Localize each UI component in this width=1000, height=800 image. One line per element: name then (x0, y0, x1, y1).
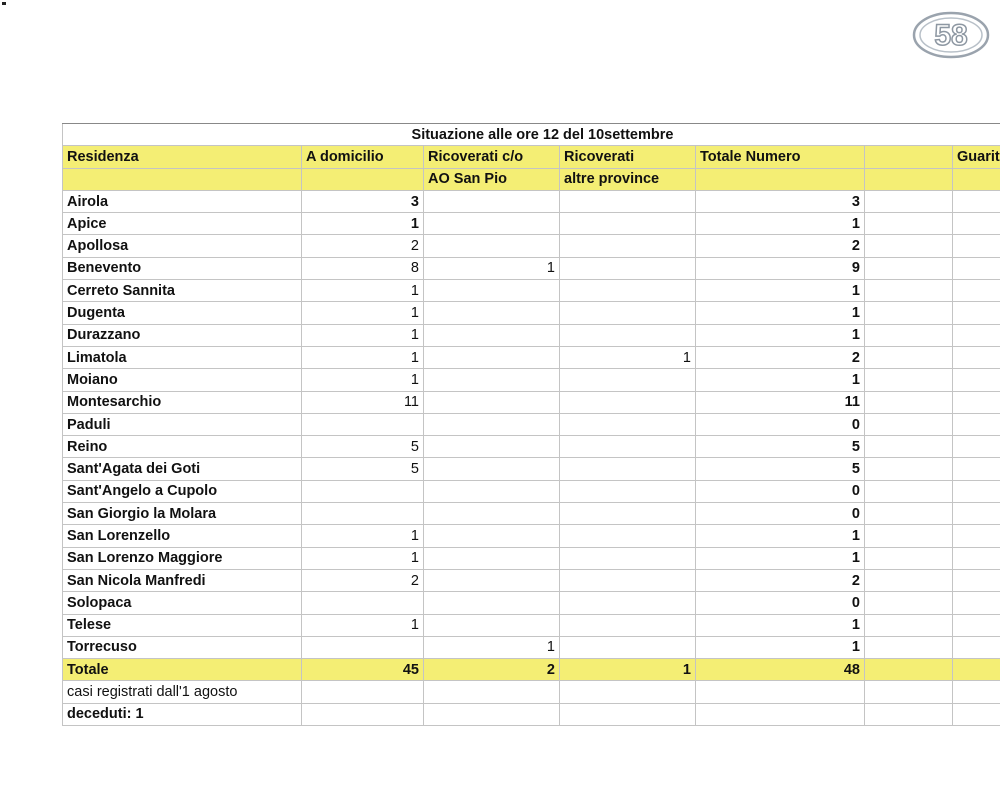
header-cell: Totale Numero (696, 146, 865, 168)
home-cell: 3 (302, 190, 424, 212)
empty-cell (953, 346, 1000, 368)
empty-cell (302, 703, 424, 725)
header-cell (63, 168, 302, 190)
header-cell: Ricoverati c/o (424, 146, 560, 168)
empty-cell (953, 369, 1000, 391)
empty-cell (865, 636, 953, 658)
header-cell (696, 168, 865, 190)
corner-mark (2, 2, 6, 5)
cases-table (62, 123, 1000, 726)
other-provinces-cell (560, 503, 696, 525)
san-pio-cell (424, 235, 560, 257)
other-provinces-cell (560, 525, 696, 547)
total-cell: 0 (696, 413, 865, 435)
table-row (63, 280, 1000, 302)
header-cell: Guarit (953, 146, 1000, 168)
empty-cell (424, 703, 560, 725)
table-row (63, 324, 1000, 346)
total-cell: 9 (696, 257, 865, 279)
empty-cell (696, 703, 865, 725)
empty-cell (865, 391, 953, 413)
san-pio-cell: 1 (424, 257, 560, 279)
san-pio-cell (424, 413, 560, 435)
home-cell: 1 (302, 547, 424, 569)
header-cell (865, 146, 953, 168)
other-provinces-cell (560, 592, 696, 614)
total-row (63, 659, 1000, 681)
other-provinces-cell (560, 280, 696, 302)
empty-cell (865, 436, 953, 458)
empty-cell (424, 681, 560, 703)
home-cell: 1 (302, 213, 424, 235)
empty-cell (953, 436, 1000, 458)
home-cell (302, 592, 424, 614)
other-provinces-cell (560, 391, 696, 413)
residence-cell: Benevento (63, 257, 302, 279)
empty-cell (865, 503, 953, 525)
san-pio-cell (424, 213, 560, 235)
header-cell (302, 168, 424, 190)
total-cell: 11 (696, 391, 865, 413)
total-value: 1 (560, 659, 696, 681)
empty-cell (865, 681, 953, 703)
other-provinces-cell (560, 614, 696, 636)
san-pio-cell (424, 190, 560, 212)
home-cell: 1 (302, 614, 424, 636)
table-row (63, 391, 1000, 413)
total-cell: 2 (696, 569, 865, 591)
header-cell: Ricoverati (560, 146, 696, 168)
residence-cell: Solopaca (63, 592, 302, 614)
other-provinces-cell (560, 480, 696, 502)
empty-cell (865, 569, 953, 591)
note-cell: casi registrati dall'1 agosto (63, 681, 302, 703)
table-row (63, 503, 1000, 525)
residence-cell: Moiano (63, 369, 302, 391)
other-provinces-cell (560, 190, 696, 212)
empty-cell (953, 235, 1000, 257)
other-provinces-cell (560, 369, 696, 391)
header-cell: Residenza (63, 146, 302, 168)
san-pio-cell (424, 436, 560, 458)
residence-cell: San Nicola Manfredi (63, 569, 302, 591)
other-provinces-cell (560, 458, 696, 480)
home-cell (302, 636, 424, 658)
total-cell: 1 (696, 302, 865, 324)
home-cell: 5 (302, 436, 424, 458)
table-row (63, 436, 1000, 458)
other-provinces-cell: 1 (560, 346, 696, 368)
empty-cell (865, 413, 953, 435)
empty-cell (865, 324, 953, 346)
total-cell: 3 (696, 190, 865, 212)
empty-cell (953, 569, 1000, 591)
empty-cell (953, 480, 1000, 502)
other-provinces-cell (560, 569, 696, 591)
total-cell: 1 (696, 213, 865, 235)
home-cell (302, 413, 424, 435)
other-provinces-cell (560, 213, 696, 235)
residence-cell: Apollosa (63, 235, 302, 257)
empty-cell (953, 413, 1000, 435)
other-provinces-cell (560, 235, 696, 257)
header-cell: altre province (560, 168, 696, 190)
san-pio-cell (424, 391, 560, 413)
empty-cell (953, 547, 1000, 569)
residence-cell: Limatola (63, 346, 302, 368)
empty-cell (953, 636, 1000, 658)
other-provinces-cell (560, 636, 696, 658)
home-cell: 1 (302, 369, 424, 391)
table-row (63, 592, 1000, 614)
total-cell: 1 (696, 547, 865, 569)
home-cell: 8 (302, 257, 424, 279)
residence-cell: Apice (63, 213, 302, 235)
residence-cell: Telese (63, 614, 302, 636)
empty-cell (865, 614, 953, 636)
san-pio-cell (424, 302, 560, 324)
empty-cell (865, 302, 953, 324)
total-cell: 2 (696, 235, 865, 257)
empty-cell (865, 547, 953, 569)
other-provinces-cell (560, 413, 696, 435)
table-row (63, 458, 1000, 480)
empty-cell (953, 503, 1000, 525)
empty-cell (865, 480, 953, 502)
home-cell (302, 480, 424, 502)
empty-cell (865, 458, 953, 480)
other-provinces-cell (560, 257, 696, 279)
empty-cell (953, 659, 1000, 681)
total-cell: 0 (696, 592, 865, 614)
empty-cell (953, 190, 1000, 212)
san-pio-cell (424, 592, 560, 614)
table-row (63, 302, 1000, 324)
total-cell: 2 (696, 346, 865, 368)
residence-cell: Airola (63, 190, 302, 212)
san-pio-cell (424, 369, 560, 391)
total-cell: 1 (696, 369, 865, 391)
empty-cell (865, 280, 953, 302)
total-value: 45 (302, 659, 424, 681)
total-cell: 0 (696, 480, 865, 502)
home-cell: 11 (302, 391, 424, 413)
empty-cell (865, 213, 953, 235)
empty-cell (696, 681, 865, 703)
home-cell (302, 503, 424, 525)
san-pio-cell (424, 480, 560, 502)
home-cell: 2 (302, 235, 424, 257)
table-row (63, 480, 1000, 502)
total-value: 48 (696, 659, 865, 681)
home-cell: 1 (302, 525, 424, 547)
empty-cell (953, 280, 1000, 302)
total-cell: 5 (696, 436, 865, 458)
empty-cell (865, 257, 953, 279)
total-cell: 1 (696, 636, 865, 658)
table-row (63, 190, 1000, 212)
empty-cell (953, 703, 1000, 725)
table-row (63, 257, 1000, 279)
empty-cell (302, 681, 424, 703)
san-pio-cell: 1 (424, 636, 560, 658)
residence-cell: San Lorenzo Maggiore (63, 547, 302, 569)
empty-cell (953, 525, 1000, 547)
home-cell: 1 (302, 324, 424, 346)
other-provinces-cell (560, 547, 696, 569)
total-cell: 1 (696, 324, 865, 346)
empty-cell (953, 614, 1000, 636)
table-title: Situazione alle ore 12 del 10settembre (63, 124, 1000, 146)
residence-cell: Sant'Angelo a Cupolo (63, 480, 302, 502)
header-cell (865, 168, 953, 190)
empty-cell (865, 369, 953, 391)
empty-cell (953, 458, 1000, 480)
san-pio-cell (424, 547, 560, 569)
empty-cell (560, 681, 696, 703)
table-row (63, 235, 1000, 257)
home-cell: 2 (302, 569, 424, 591)
empty-cell (953, 592, 1000, 614)
total-cell: 1 (696, 614, 865, 636)
table-row (63, 346, 1000, 368)
total-cell: 1 (696, 525, 865, 547)
residence-cell: San Giorgio la Molara (63, 503, 302, 525)
san-pio-cell (424, 525, 560, 547)
empty-cell (560, 703, 696, 725)
table-row (63, 525, 1000, 547)
residence-cell: Durazzano (63, 324, 302, 346)
table-row (63, 369, 1000, 391)
empty-cell (865, 592, 953, 614)
empty-cell (953, 213, 1000, 235)
empty-cell (953, 324, 1000, 346)
total-cell: 5 (696, 458, 865, 480)
note-row (63, 681, 1000, 703)
home-cell: 5 (302, 458, 424, 480)
san-pio-cell (424, 503, 560, 525)
empty-cell (953, 257, 1000, 279)
residence-cell: Dugenta (63, 302, 302, 324)
empty-cell (865, 235, 953, 257)
header-cell: A domicilio (302, 146, 424, 168)
table-row (63, 636, 1000, 658)
total-label: Totale (63, 659, 302, 681)
empty-cell (865, 346, 953, 368)
other-provinces-cell (560, 302, 696, 324)
note-cell: deceduti: 1 (63, 703, 302, 725)
home-cell: 1 (302, 302, 424, 324)
empty-cell (865, 525, 953, 547)
empty-cell (865, 659, 953, 681)
home-cell: 1 (302, 280, 424, 302)
home-cell: 1 (302, 346, 424, 368)
note-row (63, 703, 1000, 725)
total-cell: 1 (696, 280, 865, 302)
other-provinces-cell (560, 436, 696, 458)
other-provinces-cell (560, 324, 696, 346)
residence-cell: Montesarchio (63, 391, 302, 413)
san-pio-cell (424, 324, 560, 346)
table-row (63, 569, 1000, 591)
san-pio-cell (424, 614, 560, 636)
table-row (63, 213, 1000, 235)
total-value: 2 (424, 659, 560, 681)
san-pio-cell (424, 280, 560, 302)
residence-cell: Paduli (63, 413, 302, 435)
residence-cell: Torrecuso (63, 636, 302, 658)
san-pio-cell (424, 569, 560, 591)
header-cell (953, 168, 1000, 190)
san-pio-cell (424, 346, 560, 368)
empty-cell (953, 391, 1000, 413)
total-cell: 0 (696, 503, 865, 525)
san-pio-cell (424, 458, 560, 480)
empty-cell (953, 302, 1000, 324)
logo-text: 58 (934, 19, 968, 52)
channel-58-logo-icon (912, 10, 990, 60)
residence-cell: Sant'Agata dei Goti (63, 458, 302, 480)
residence-cell: San Lorenzello (63, 525, 302, 547)
empty-cell (865, 190, 953, 212)
table-row (63, 547, 1000, 569)
table-row (63, 413, 1000, 435)
table-row (63, 614, 1000, 636)
residence-cell: Reino (63, 436, 302, 458)
header-row (63, 146, 1000, 168)
residence-cell: Cerreto Sannita (63, 280, 302, 302)
empty-cell (953, 681, 1000, 703)
header-row (63, 168, 1000, 190)
header-cell: AO San Pio (424, 168, 560, 190)
empty-cell (865, 703, 953, 725)
